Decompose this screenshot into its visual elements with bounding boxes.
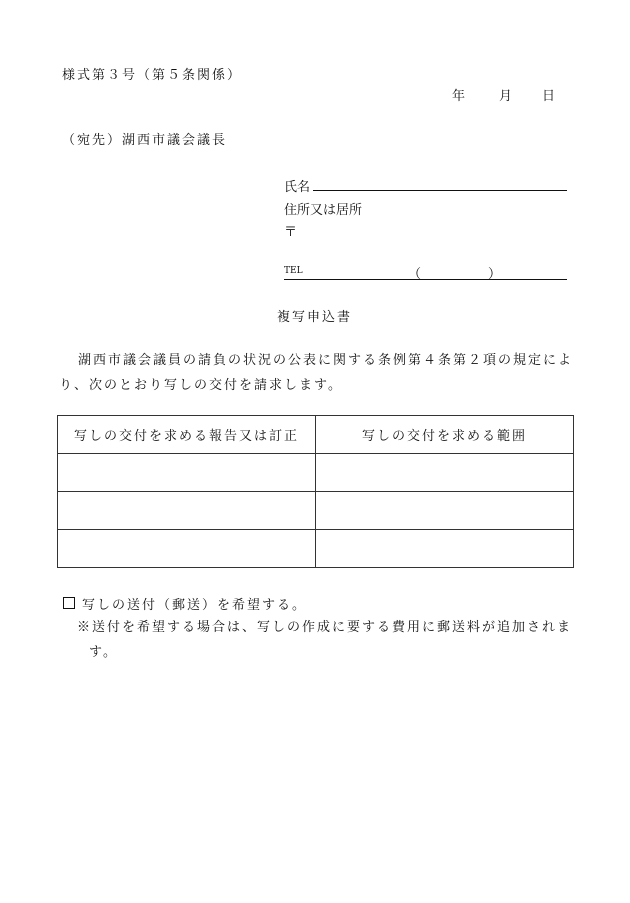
form-number: 様式第３号（第５条関係） <box>62 68 243 83</box>
scope-cell[interactable] <box>316 454 574 492</box>
mailing-checkbox[interactable] <box>63 597 75 609</box>
column-header-report: 写しの交付を求める報告又は訂正 <box>58 416 316 454</box>
tel-field-line[interactable] <box>284 279 567 280</box>
table-row <box>58 454 574 492</box>
tel-close-paren: ） <box>488 267 502 282</box>
date-day-label: 日 <box>542 89 556 104</box>
scope-cell[interactable] <box>316 530 574 568</box>
addressee: （宛先）湖西市議会議長 <box>62 133 228 148</box>
address-label: 住所又は居所 <box>284 203 363 218</box>
table-row <box>58 492 574 530</box>
date-year-label: 年 <box>452 89 466 104</box>
document-title: 複写申込書 <box>277 310 353 325</box>
report-cell[interactable] <box>58 530 316 568</box>
date-month-label: 月 <box>499 89 513 104</box>
postal-mark: 〒 <box>284 225 298 240</box>
table-header-row <box>58 416 574 454</box>
report-cell[interactable] <box>58 454 316 492</box>
table-row <box>58 530 574 568</box>
tel-open-paren: （ <box>408 267 422 282</box>
name-label: 氏名 <box>284 180 311 195</box>
name-field-line[interactable] <box>313 190 567 191</box>
column-header-scope: 写しの交付を求める範囲 <box>316 416 574 454</box>
scope-cell[interactable] <box>316 492 574 530</box>
report-cell[interactable] <box>58 492 316 530</box>
request-statement: 湖西市議会議員の請負の状況の公表に関する条例第４条第２項の規定により、次のとおり写しの交付を請求します。 <box>59 353 574 393</box>
tel-label: TEL <box>284 266 303 276</box>
mailing-checkbox-label: 写しの送付（郵送）を希望する。 <box>82 598 308 613</box>
request-table <box>57 415 574 568</box>
mailing-note: ※送付を希望する場合は、写しの作成に要する費用に郵送料が追加されます。 <box>77 620 573 660</box>
